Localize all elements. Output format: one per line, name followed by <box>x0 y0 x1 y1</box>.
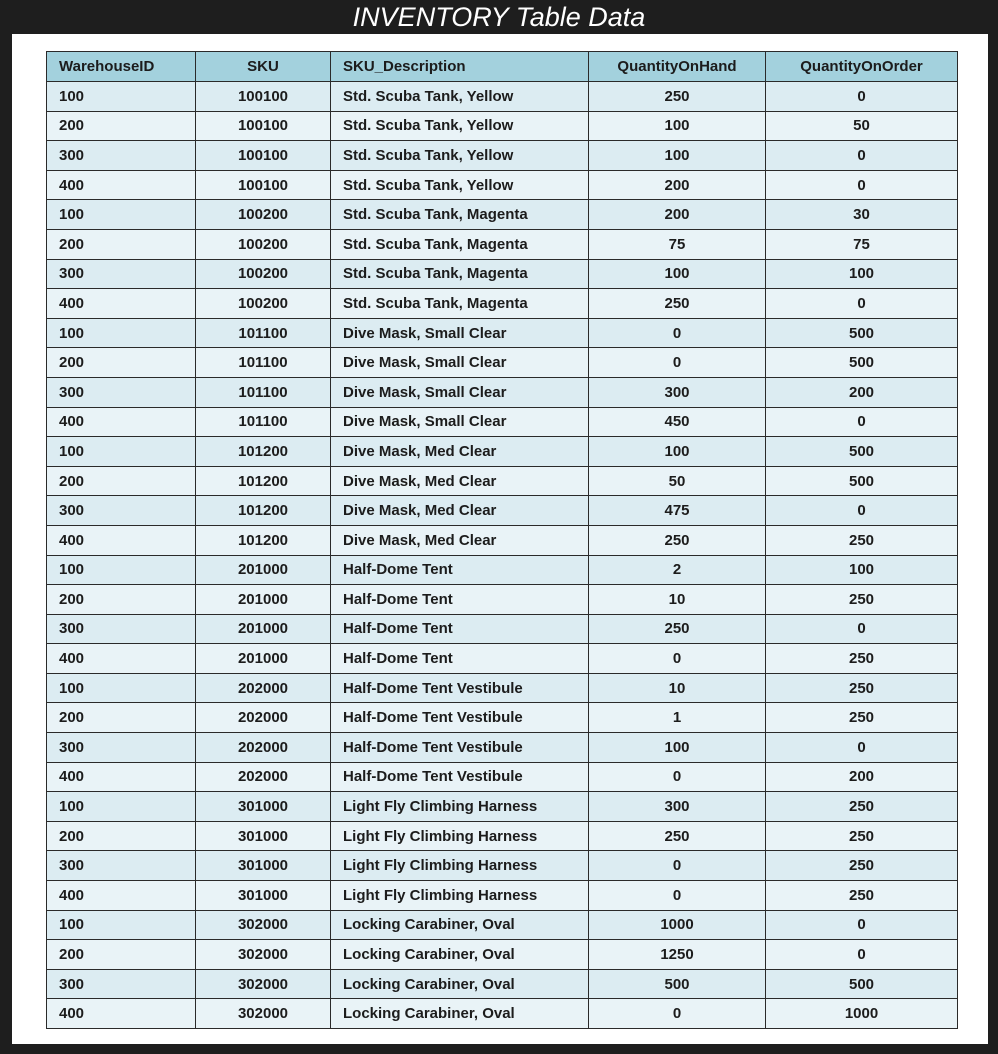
table-row <box>47 881 958 911</box>
sku-description-cell: Std. Scuba Tank, Magenta <box>331 289 589 319</box>
table-row <box>47 200 958 230</box>
quantity-on-hand-cell: 500 <box>589 969 766 999</box>
table-row <box>47 82 958 112</box>
warehouseid-cell: 400 <box>47 881 196 911</box>
table-row <box>47 821 958 851</box>
table-row <box>47 437 958 467</box>
sku-description-cell: Std. Scuba Tank, Magenta <box>331 229 589 259</box>
sku-description-cell: Half-Dome Tent <box>331 614 589 644</box>
table-row <box>47 259 958 289</box>
quantity-on-order-cell: 500 <box>766 437 958 467</box>
quantity-on-hand-cell: 250 <box>589 289 766 319</box>
table-row <box>47 407 958 437</box>
quantity-on-order-cell: 500 <box>766 318 958 348</box>
quantity-on-hand-cell: 75 <box>589 229 766 259</box>
table-row <box>47 940 958 970</box>
quantity-on-hand-cell: 250 <box>589 614 766 644</box>
warehouseid-cell: 400 <box>47 170 196 200</box>
sku-description-cell: Dive Mask, Small Clear <box>331 407 589 437</box>
sku-description-cell: Dive Mask, Med Clear <box>331 525 589 555</box>
warehouseid-cell: 400 <box>47 407 196 437</box>
sku-cell: 100100 <box>196 170 331 200</box>
quantity-on-hand-cell: 0 <box>589 348 766 378</box>
quantity-on-order-cell: 50 <box>766 111 958 141</box>
column-sku-description-header: SKU_Description <box>331 52 589 82</box>
quantity-on-order-cell: 0 <box>766 141 958 171</box>
warehouseid-cell: 100 <box>47 792 196 822</box>
quantity-on-order-cell: 500 <box>766 969 958 999</box>
quantity-on-hand-cell: 200 <box>589 200 766 230</box>
sku-cell: 100200 <box>196 259 331 289</box>
quantity-on-hand-cell: 10 <box>589 673 766 703</box>
column-warehouseid-header: WarehouseID <box>47 52 196 82</box>
quantity-on-order-cell: 250 <box>766 525 958 555</box>
quantity-on-hand-cell: 250 <box>589 82 766 112</box>
quantity-on-hand-cell: 450 <box>589 407 766 437</box>
column-quantityonhand-header: QuantityOnHand <box>589 52 766 82</box>
quantity-on-order-cell: 1000 <box>766 999 958 1029</box>
table-row <box>47 851 958 881</box>
sku-description-cell: Light Fly Climbing Harness <box>331 851 589 881</box>
quantity-on-hand-cell: 0 <box>589 762 766 792</box>
quantity-on-hand-cell: 300 <box>589 377 766 407</box>
quantity-on-order-cell: 250 <box>766 821 958 851</box>
warehouseid-cell: 400 <box>47 289 196 319</box>
sku-cell: 202000 <box>196 703 331 733</box>
sku-description-cell: Half-Dome Tent Vestibule <box>331 673 589 703</box>
table-row <box>47 614 958 644</box>
quantity-on-hand-cell: 100 <box>589 437 766 467</box>
sku-cell: 301000 <box>196 851 331 881</box>
table-row <box>47 703 958 733</box>
quantity-on-hand-cell: 475 <box>589 496 766 526</box>
sku-description-cell: Dive Mask, Med Clear <box>331 496 589 526</box>
quantity-on-order-cell: 0 <box>766 82 958 112</box>
sku-description-cell: Dive Mask, Small Clear <box>331 348 589 378</box>
quantity-on-order-cell: 0 <box>766 940 958 970</box>
sku-description-cell: Std. Scuba Tank, Magenta <box>331 259 589 289</box>
sku-cell: 201000 <box>196 555 331 585</box>
column-sku-header: SKU <box>196 52 331 82</box>
quantity-on-order-cell: 75 <box>766 229 958 259</box>
table-row <box>47 644 958 674</box>
sku-cell: 301000 <box>196 881 331 911</box>
quantity-on-order-cell: 100 <box>766 555 958 585</box>
quantity-on-hand-cell: 0 <box>589 851 766 881</box>
sku-cell: 201000 <box>196 585 331 615</box>
quantity-on-hand-cell: 50 <box>589 466 766 496</box>
table-row <box>47 792 958 822</box>
sku-cell: 302000 <box>196 910 331 940</box>
sku-cell: 100200 <box>196 229 331 259</box>
quantity-on-order-cell: 500 <box>766 466 958 496</box>
quantity-on-order-cell: 0 <box>766 407 958 437</box>
quantity-on-order-cell: 0 <box>766 910 958 940</box>
sku-description-cell: Half-Dome Tent <box>331 585 589 615</box>
sku-description-cell: Std. Scuba Tank, Yellow <box>331 141 589 171</box>
quantity-on-hand-cell: 1000 <box>589 910 766 940</box>
sku-description-cell: Std. Scuba Tank, Yellow <box>331 170 589 200</box>
sku-cell: 302000 <box>196 999 331 1029</box>
quantity-on-hand-cell: 300 <box>589 792 766 822</box>
sku-description-cell: Half-Dome Tent Vestibule <box>331 762 589 792</box>
warehouseid-cell: 300 <box>47 733 196 763</box>
warehouseid-cell: 100 <box>47 673 196 703</box>
sku-description-cell: Light Fly Climbing Harness <box>331 821 589 851</box>
quantity-on-hand-cell: 0 <box>589 644 766 674</box>
sku-description-cell: Std. Scuba Tank, Magenta <box>331 200 589 230</box>
warehouseid-cell: 200 <box>47 940 196 970</box>
quantity-on-order-cell: 30 <box>766 200 958 230</box>
warehouseid-cell: 400 <box>47 999 196 1029</box>
quantity-on-hand-cell: 100 <box>589 111 766 141</box>
warehouseid-cell: 100 <box>47 910 196 940</box>
column-quantityonorder-header: QuantityOnOrder <box>766 52 958 82</box>
table-row <box>47 910 958 940</box>
sku-cell: 100100 <box>196 111 331 141</box>
quantity-on-order-cell: 250 <box>766 851 958 881</box>
sku-cell: 202000 <box>196 673 331 703</box>
quantity-on-hand-cell: 100 <box>589 141 766 171</box>
sku-description-cell: Light Fly Climbing Harness <box>331 792 589 822</box>
sku-description-cell: Half-Dome Tent Vestibule <box>331 703 589 733</box>
sku-description-cell: Dive Mask, Small Clear <box>331 377 589 407</box>
sku-description-cell: Dive Mask, Small Clear <box>331 318 589 348</box>
table-row <box>47 969 958 999</box>
warehouseid-cell: 200 <box>47 821 196 851</box>
warehouseid-cell: 100 <box>47 318 196 348</box>
sku-cell: 101200 <box>196 525 331 555</box>
quantity-on-order-cell: 200 <box>766 377 958 407</box>
quantity-on-hand-cell: 250 <box>589 821 766 851</box>
table-row <box>47 289 958 319</box>
sku-description-cell: Half-Dome Tent <box>331 644 589 674</box>
warehouseid-cell: 400 <box>47 762 196 792</box>
table-row <box>47 525 958 555</box>
sku-cell: 101200 <box>196 466 331 496</box>
warehouseid-cell: 200 <box>47 466 196 496</box>
table-row <box>47 141 958 171</box>
table-row <box>47 585 958 615</box>
sku-description-cell: Locking Carabiner, Oval <box>331 940 589 970</box>
table-row <box>47 229 958 259</box>
sku-cell: 101200 <box>196 496 331 526</box>
quantity-on-order-cell: 100 <box>766 259 958 289</box>
warehouseid-cell: 200 <box>47 229 196 259</box>
table-panel <box>12 34 988 1044</box>
warehouseid-cell: 200 <box>47 348 196 378</box>
table-row <box>47 555 958 585</box>
quantity-on-order-cell: 250 <box>766 703 958 733</box>
sku-cell: 302000 <box>196 969 331 999</box>
quantity-on-hand-cell: 0 <box>589 881 766 911</box>
sku-description-cell: Light Fly Climbing Harness <box>331 881 589 911</box>
sku-cell: 201000 <box>196 614 331 644</box>
warehouseid-cell: 300 <box>47 377 196 407</box>
sku-cell: 100100 <box>196 82 331 112</box>
sku-description-cell: Half-Dome Tent <box>331 555 589 585</box>
quantity-on-order-cell: 250 <box>766 585 958 615</box>
warehouseid-cell: 300 <box>47 969 196 999</box>
warehouseid-cell: 100 <box>47 200 196 230</box>
quantity-on-hand-cell: 0 <box>589 318 766 348</box>
warehouseid-cell: 100 <box>47 437 196 467</box>
quantity-on-order-cell: 200 <box>766 762 958 792</box>
quantity-on-hand-cell: 100 <box>589 259 766 289</box>
quantity-on-order-cell: 250 <box>766 792 958 822</box>
sku-cell: 202000 <box>196 762 331 792</box>
quantity-on-order-cell: 0 <box>766 170 958 200</box>
warehouseid-cell: 200 <box>47 703 196 733</box>
table-row <box>47 111 958 141</box>
warehouseid-cell: 100 <box>47 82 196 112</box>
sku-description-cell: Dive Mask, Med Clear <box>331 466 589 496</box>
sku-cell: 301000 <box>196 821 331 851</box>
warehouseid-cell: 400 <box>47 644 196 674</box>
sku-cell: 101100 <box>196 348 331 378</box>
table-row <box>47 466 958 496</box>
warehouseid-cell: 300 <box>47 259 196 289</box>
warehouseid-cell: 300 <box>47 851 196 881</box>
sku-description-cell: Locking Carabiner, Oval <box>331 969 589 999</box>
quantity-on-hand-cell: 250 <box>589 525 766 555</box>
quantity-on-order-cell: 0 <box>766 496 958 526</box>
table-row <box>47 348 958 378</box>
quantity-on-order-cell: 250 <box>766 673 958 703</box>
sku-cell: 101100 <box>196 407 331 437</box>
sku-cell: 100100 <box>196 141 331 171</box>
warehouseid-cell: 300 <box>47 141 196 171</box>
warehouseid-cell: 100 <box>47 555 196 585</box>
table-row <box>47 733 958 763</box>
quantity-on-hand-cell: 200 <box>589 170 766 200</box>
table-row <box>47 999 958 1029</box>
sku-description-cell: Std. Scuba Tank, Yellow <box>331 82 589 112</box>
sku-cell: 201000 <box>196 644 331 674</box>
quantity-on-hand-cell: 1250 <box>589 940 766 970</box>
warehouseid-cell: 400 <box>47 525 196 555</box>
sku-cell: 100200 <box>196 289 331 319</box>
sku-cell: 101100 <box>196 318 331 348</box>
sku-description-cell: Locking Carabiner, Oval <box>331 910 589 940</box>
warehouseid-cell: 300 <box>47 496 196 526</box>
quantity-on-order-cell: 0 <box>766 733 958 763</box>
quantity-on-hand-cell: 2 <box>589 555 766 585</box>
quantity-on-hand-cell: 100 <box>589 733 766 763</box>
page-title: INVENTORY Table Data <box>352 2 646 32</box>
sku-description-cell: Locking Carabiner, Oval <box>331 999 589 1029</box>
table-row <box>47 496 958 526</box>
table-row <box>47 318 958 348</box>
inventory-table <box>46 51 958 1029</box>
sku-cell: 101100 <box>196 377 331 407</box>
sku-cell: 202000 <box>196 733 331 763</box>
quantity-on-order-cell: 0 <box>766 289 958 319</box>
quantity-on-hand-cell: 0 <box>589 999 766 1029</box>
warehouseid-cell: 200 <box>47 111 196 141</box>
sku-cell: 100200 <box>196 200 331 230</box>
warehouseid-cell: 300 <box>47 614 196 644</box>
sku-cell: 101200 <box>196 437 331 467</box>
sku-description-cell: Std. Scuba Tank, Yellow <box>331 111 589 141</box>
sku-cell: 301000 <box>196 792 331 822</box>
table-row <box>47 377 958 407</box>
header-row <box>47 52 958 82</box>
sku-description-cell: Half-Dome Tent Vestibule <box>331 733 589 763</box>
quantity-on-order-cell: 250 <box>766 644 958 674</box>
table-body <box>47 82 958 1029</box>
table-row <box>47 673 958 703</box>
table-row <box>47 170 958 200</box>
quantity-on-order-cell: 250 <box>766 881 958 911</box>
quantity-on-order-cell: 500 <box>766 348 958 378</box>
quantity-on-hand-cell: 10 <box>589 585 766 615</box>
quantity-on-hand-cell: 1 <box>589 703 766 733</box>
warehouseid-cell: 200 <box>47 585 196 615</box>
sku-description-cell: Dive Mask, Med Clear <box>331 437 589 467</box>
sku-cell: 302000 <box>196 940 331 970</box>
quantity-on-order-cell: 0 <box>766 614 958 644</box>
table-row <box>47 762 958 792</box>
